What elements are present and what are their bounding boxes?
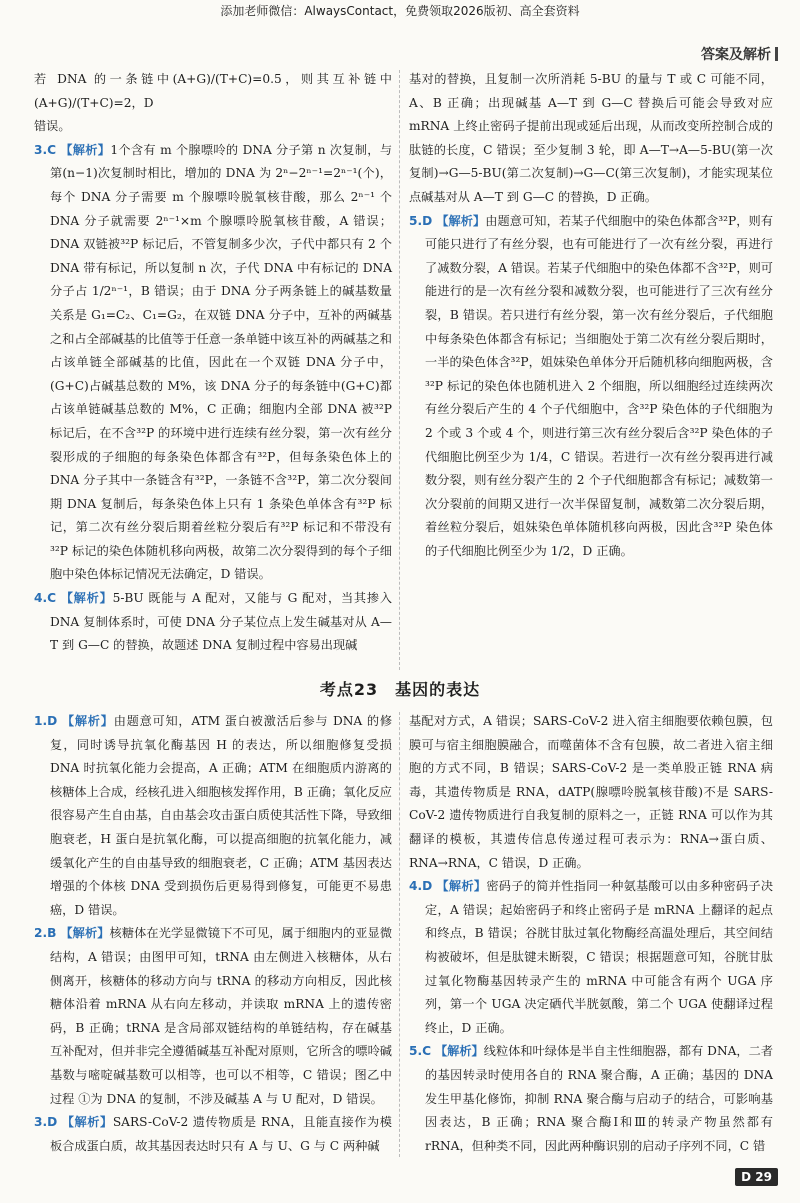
answer-text: SARS-CoV-2 遗传物质是 RNA，且能直接作为模板合成蛋白质，故其基因表达时只有 A 与 U、G 与 C 两种碱 <box>50 1115 392 1153</box>
header-label: 答案及解析 <box>701 47 771 63</box>
answer-text: 核糖体在光学显微镜下不可见，属于细胞内的亚显微结构，A 错误；由图甲可知，tRNA 由左侧进入核糖体，从右侧离开，核糖体的移动方向与 tRNA 的移动方向相反，因此核糖体沿着 mRNA 从右向左移动，并读取 mRNA 上的遗传密码，B 正确；tRNA 是含局部双链结构的单链结构，存在碱基互补配对，但并非完全遵循碱基互补配对原则，它所含的嘌呤碱基数与嘧啶碱基数可以相等，也可以不相等，C 错误；图乙中过程 ①为 DNA 的复制，不涉及碱基 A 与 U 配对，D 错误。 <box>50 926 393 1106</box>
answer-number: 5.D <box>409 213 433 228</box>
answer-text: 由题意可知，ATM 蛋白被激活后参与 DNA 的修复，同时诱导抗氧化酶基因 H 的表达，所以细胞修复受损 DNA 时抗氧化能力会提高，A 正确；ATM 在细胞质内游离的核糖体上合成，经核孔进入细胞核发挥作用，B 正确；氧化反应很容易产生自由基，自由基会攻击蛋白质使其活性下降，导致细胞衰老，H 蛋白是抗氧化酶，可以提高细胞的抗氧化能力，减缓氧化产生的自由基导致的细胞衰老，C 正确；ATM 基因表达增强的个体核 DNA 受到损伤后更易得到修复，可能更不易患癌，D 错误。 <box>50 714 393 917</box>
answer-item <box>34 1111 392 1158</box>
page-number: D 29 <box>735 1168 778 1186</box>
continuation-line: 错误。 <box>34 119 71 134</box>
answer-number: 4.D <box>409 879 433 894</box>
answer-number: 3.D <box>34 1115 58 1130</box>
answer-text: 5-BU 既能与 A 配对，又能与 G 配对，当其掺入 DNA 复制体系时，可使 DNA 分子某位点上发生碱基对从 A—T 到 G—C 的替换，故题述 DNA 复制过程中容易出现碱 <box>50 591 393 653</box>
answer-text: 密码子的简并性指同一种氨基酸可以由多种密码子决定，A 错误；起始密码子和终止密码子是 mRNA 上翻译的起点和终点，B 错误；谷胱甘肽过氧化物酶经高温处理后，其空间结构被破坏，但是肽键未断裂，C 错误；根据题意可知，谷胱甘肽过氧化物酶基因转录产生的 mRNA 中可能含有两个 UGA 序列，第一个 UGA 决定硒代半胱氨酸，第二个 UGA 使翻译过程终止，D 正确。 <box>425 879 774 1035</box>
analysis-tag: 【解析】 <box>436 213 486 228</box>
analysis-tag: 【解析】 <box>434 1044 484 1059</box>
column-divider <box>399 712 400 1157</box>
analysis-tag: 【解析】 <box>60 926 110 941</box>
answer-text: 线粒体和叶绿体是半自主性细胞器，都有 DNA，二者的基因转录时使用各自的 RNA 聚合酶，A 正确；基因的 DNA 发生甲基化修饰，抑制 RNA 聚合酶与启动子的结合，可影响基因表达，B 正确；RNA 聚合酶Ⅰ和Ⅲ的转录产物虽然都有 rRNA，但种类不同，因此两种酶识别的启动子序列不同，C 错 <box>425 1044 774 1153</box>
column-divider <box>399 70 400 670</box>
answer-number: 5.C <box>409 1044 432 1059</box>
continuation-text: 基对的替换，且复制一次所消耗 5-BU 的量与 T 或 C 可能不同，A、B 正确；出现碱基 A—T 到 G—C 替换后可能会导致对应 mRNA 上终止密码子提前出现或延后出现，从而改变所控制合成的肽链的长度，C 错误；至少复制 3 轮，即 A—T→A—5-BU(第一次复制)→G—5-BU(第二次复制)→G—C(第三次复制)，才能实现某位点碱基对从 A—T 到 G—C 的替换，D 正确。 <box>409 72 773 204</box>
answer-number: 4.C <box>34 591 57 606</box>
answer-text: 由题意可知，若某子代细胞中的染色体都含³²P，则有可能只进行了有丝分裂，也有可能进行了一次有丝分裂，再进行了减数分裂，A 错误。若某子代细胞中的染色体都不含³²P，则可能进行的是一次有丝分裂和减数分裂，也可能进行了三次有丝分裂，B 错误。若只进行有丝分裂，第一次有丝分裂后，子代细胞中每条染色体都含有标记；当细胞处于第二次有丝分裂后期时，一半的染色体含³²P，姐妹染色单体分开后随机移向细胞两极，含³²P 标记的染色体也随机进入 2 个细胞，所以细胞经过连续两次有丝分裂后产生的 4 个子代细胞中，含³²P 染色体的子代细胞为 2 个或 3 个或 4 个，则进行第三次有丝分裂后含³²P 染色体的子代细胞比例至少为 1/4，C 错误。若进行一次有丝分裂再进行减数分裂，则有丝分裂产生的 2 个子代细胞都含有标记；减数第一次分裂前的间期又进行一次半保留复制，减数第二次分裂后期，着丝粒分裂后，姐妹染色单体随机移向两极，因此含³²P 染色体的子代细胞比例至少为 1/2，D 正确。 <box>425 213 774 558</box>
answer-number: 2.B <box>34 926 57 941</box>
top-promo-note: 添加老师微信：AlwaysContact，免费领取2026版初、高全套资料 <box>220 4 580 18</box>
analysis-tag: 【解析】 <box>60 591 113 606</box>
answer-item <box>34 139 392 587</box>
answer-item <box>34 922 392 1111</box>
analysis-tag: 【解析】 <box>61 1115 113 1130</box>
part2-left-column <box>34 710 392 1158</box>
part1-right-column <box>409 68 773 563</box>
answer-text: 1个含有 m 个腺嘌呤的 DNA 分子第 n 次复制，与第(n−1)次复制时相比，增加的 DNA 为 2ⁿ−2ⁿ⁻¹=2ⁿ⁻¹(个)，每个 DNA 分子需要 m 个腺嘌呤脱氧核苷酸，那么 2ⁿ⁻¹ 个 DNA 分子就需要 2ⁿ⁻¹×m 个腺嘌呤脱氧核苷酸，A 错误；DNA 双链被³²P 标记后，不管复制多少次，子代中都只有 2 个 DNA 带有标记，所以复制 n 次，子代 DNA 中有标记的 DNA 分子占 1/2ⁿ⁻¹，B 错误；由于 DNA 分子两条链上的碱基数量关系是 G₁=C₂、C₁=G₂，在双链 DNA 分子中，互补的两碱基之和占全部碱基的比值等于任意一条单链中该互补的两碱基之和占该单链全部碱基的比值，因此在一个双链 DNA 分子中，(G+C)占碱基总数的 M%，该 DNA 分子的每条链中(G+C)都占该单链碱基总数的 M%，C 正确；细胞内全部 DNA 被³²P 标记后，在不含³²P 的环境中进行连续有丝分裂，第一次有丝分裂形成的子细胞的每条染色体都含有³²P，但每条染色体上的 DNA 分子其中一条链含有³²P，一条链不含³²P，第二次分裂间期 DNA 复制后，每条染色体上只有 1 条染色单体含有³²P 标记，第二次有丝分裂后期着丝粒分裂后有³²P 标记和不带没有³²P 标记的染色体随机移向两极，故第二次分裂得到的每个子细胞中染色体标记情况无法确定，D 错误。 <box>50 142 393 582</box>
answer-item <box>34 587 392 658</box>
part2-right-column <box>409 710 773 1158</box>
analysis-tag: 【解析】 <box>60 142 111 157</box>
analysis-tag: 【解析】 <box>436 879 487 894</box>
header-bar <box>775 47 778 61</box>
answer-item <box>409 210 773 564</box>
page-header <box>701 44 778 64</box>
answer-number: 1.D <box>34 714 58 728</box>
continuation-line: 若 DNA 的一条链中(A+G)/(T+C)=0.5，则其互补链中(A+G)/(T+C)=2，D <box>34 72 392 110</box>
answer-number: 3.C <box>34 142 57 157</box>
continuation-text: 基配对方式，A 错误；SARS-CoV-2 进入宿主细胞要依赖包膜，包膜可与宿主细胞膜融合，而噬菌体不含有包膜，故二者进入宿主细胞的方式不同，B 错误；SARS-CoV-2 是一类单股正链 RNA 病毒，其遗传物质是 RNA，dATP(腺嘌呤脱氧核苷酸)不是 SARS-CoV-2 遗传物质进行自我复制的原料之一，正链 RNA 可以作为其翻译的模板，其遗传信息传递过程可表示为：RNA→蛋白质、RNA→RNA，C 错误，D 正确。 <box>409 714 773 870</box>
answer-item <box>34 710 392 922</box>
section-title: 考点23 基因的表达 <box>319 680 481 699</box>
part1-left-column <box>34 68 392 658</box>
answer-item <box>409 875 773 1040</box>
analysis-tag: 【解析】 <box>61 714 114 728</box>
answer-item <box>409 1040 773 1158</box>
